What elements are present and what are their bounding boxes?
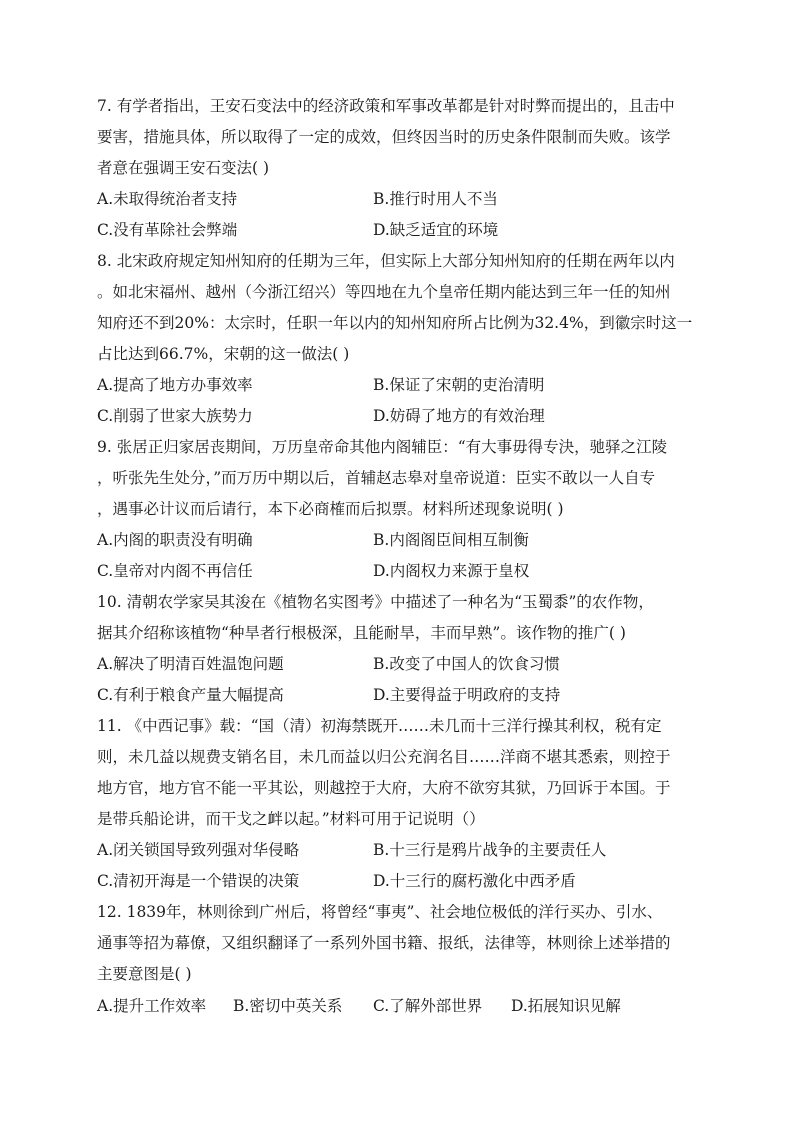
option-a: A.未取得统治者支持	[97, 190, 238, 208]
question-text-line: ，听张先生处分，”而万历中期以后，首辅赵志皋对皇帝说道：臣实不敢以一人自专	[97, 469, 656, 487]
question-text-line: 。如北宋福州、越州（今浙江绍兴）等四地在九个皇帝任期内能达到三年一任的知州	[97, 283, 671, 301]
question-text-line: 12. 1839年，林则徐到广州后，将曾经“事夷”、社会地位极低的洋行买办、引水、	[97, 903, 663, 921]
option-c: C.了解外部世界	[373, 997, 483, 1015]
question-text-line: 7. 有学者指出，王安石变法中的经济政策和军事改革都是针对时弊而提出的，且击中	[97, 97, 675, 115]
option-d: D.拓展知识见解	[511, 997, 621, 1015]
question-text-line: 9. 张居正归家居丧期间，万历皇帝命其他内阁辅臣：“有大事毋得专決，驰驿之江陵	[97, 438, 668, 456]
option-c: C.皇帝对内阁不再信任	[97, 562, 253, 580]
option-b: B.改变了中国人的饮食习惯	[373, 655, 560, 673]
option-a: A.闭关锁国导致列强对华侵略	[97, 841, 300, 859]
question-text-line: 是带兵船论讲，而干戈之衅以起。”材料可用于记说明（）	[97, 810, 485, 828]
option-c: C.没有革除社会弊端	[97, 221, 238, 239]
option-c: C.有利于粮食产量大幅提高	[97, 686, 284, 704]
question-text-line: 10. 清朝农学家吴其浚在《植物名实图考》中描述了一种名为“玉蜀黍”的农作物，	[97, 593, 654, 611]
question-text-line: 8. 北宋政府规定知州知府的任期为三年，但实际上大部分知州知府的任期在两年以内	[97, 252, 675, 270]
option-d: D.内阁权力来源于皇权	[373, 562, 530, 580]
option-b: B.推行时用人不当	[373, 190, 498, 208]
option-b: B.十三行是鸦片战争的主要责任人	[373, 841, 607, 859]
option-a: A.解决了明清百姓温饱问题	[97, 655, 284, 673]
question-text-line: 11. 《中西记事》载：“国（清）初海禁既开……未几而十三洋行操其利权，税有定	[97, 717, 662, 735]
question-text-line: ，遇事必计议而后请行，本下必商榷而后拟票。材料所述现象说明( )	[97, 500, 564, 518]
option-d: D.十三行的腐朽激化中西矛盾	[373, 872, 576, 890]
option-d: D.主要得益于明政府的支持	[373, 686, 561, 704]
question-text-line: 主要意图是( )	[97, 965, 192, 983]
option-d: D.妨碍了地方的有效治理	[373, 407, 545, 425]
options-row	[97, 996, 621, 1016]
question-text-line: 则，未几益以规费支销名目，未几而益以归公充润名目……洋商不堪其悉索，则控于	[97, 748, 671, 766]
option-c: C.削弱了世家大族势力	[97, 407, 253, 425]
option-b: B.密切中英关系	[233, 997, 343, 1015]
option-a: A.内阁的职责没有明确	[97, 531, 253, 549]
question-text-line: 要害，措施具体，所以取得了一定的成效，但终因当时的历史条件限制而失败。该学	[97, 128, 671, 146]
question-text-line: 通事等招为幕僚，又组织翻译了一系列外国书籍、报纸，法律等，林则徐上述举措的	[97, 934, 671, 952]
question-text-line: 地方官，地方官不能一平其讼，则越控于大府，大府不欲穷其狱，乃回诉于本国。于	[97, 779, 671, 797]
question-text-line: 据其介绍称该植物“种旱者行根极深，且能耐旱，丰而早熟”。该作物的推广( )	[97, 624, 626, 642]
question-text-line: 者意在强调王安石变法( )	[97, 159, 270, 177]
option-b: B.保证了宋朝的吏治清明	[373, 376, 545, 394]
option-b: B.内阁阁臣间相互制衡	[373, 531, 529, 549]
option-d: D.缺乏适宜的环境	[373, 221, 499, 239]
option-a: A.提高了地方办事效率	[97, 376, 253, 394]
option-a: A.提升工作效率	[97, 997, 207, 1015]
question-text-line: 知府还不到20%：太宗时，任职一年以内的知州知府所占比例为32.4%，到徽宗时这一	[97, 314, 693, 332]
question-text-line: 占比达到66.7%，宋朝的这一做法( )	[97, 345, 350, 363]
option-c: C.清初开海是一个错误的决策	[97, 872, 300, 890]
